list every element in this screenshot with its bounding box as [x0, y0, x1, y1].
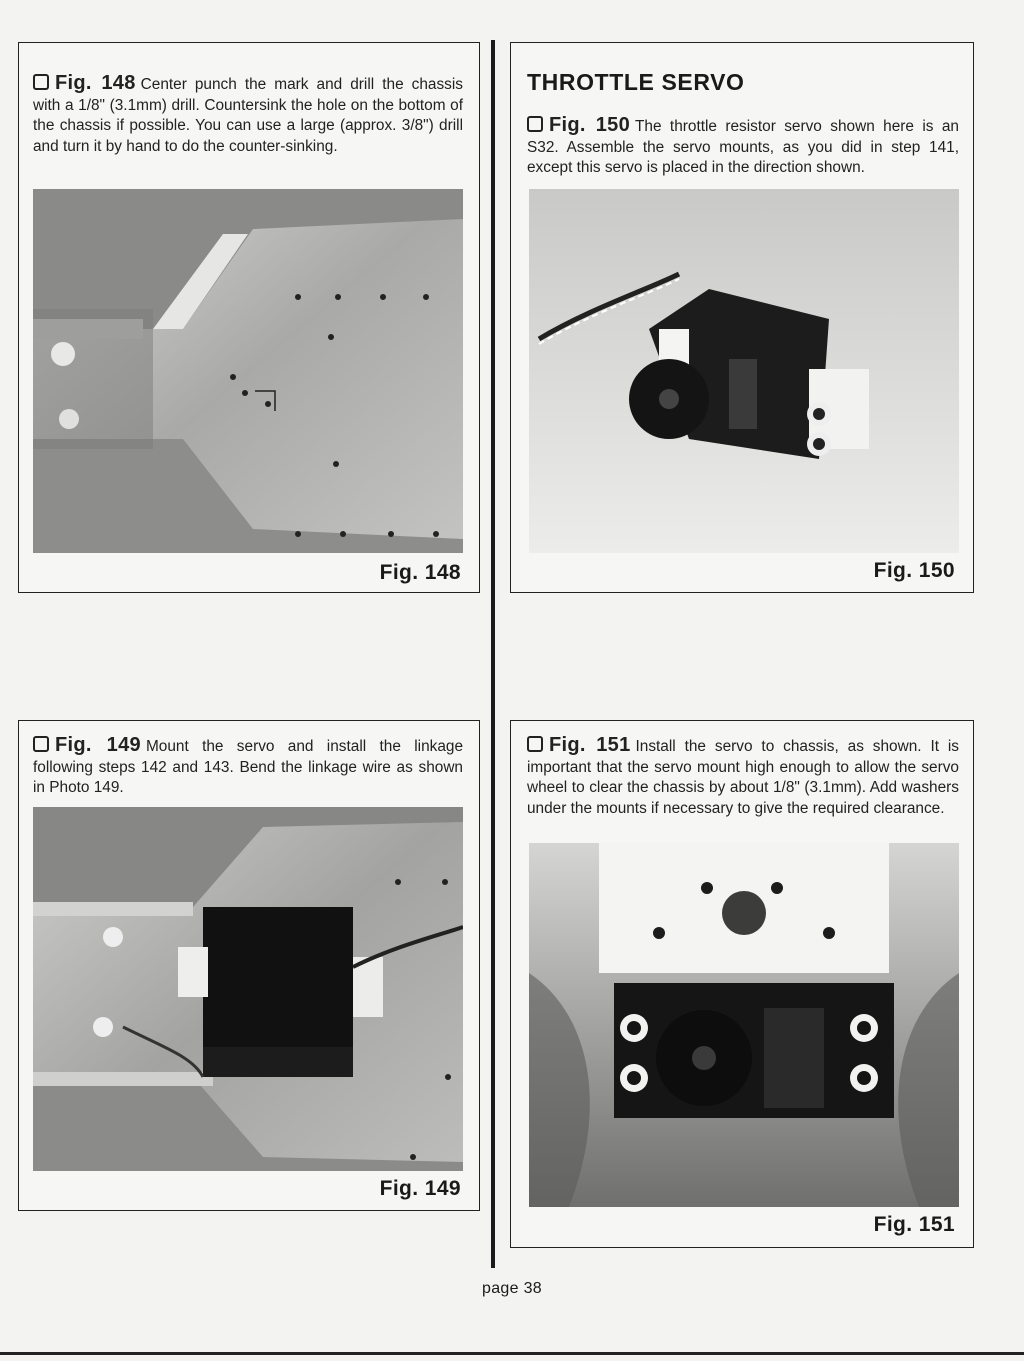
fig-148-photo — [33, 189, 463, 553]
fig-150-panel — [510, 42, 974, 593]
fig-148-caption: Fig. 148 — [379, 561, 461, 584]
fig-148-panel — [18, 42, 480, 593]
fig-150-label: Fig. 150 — [549, 114, 630, 136]
fig-148-label: Fig. 148 — [55, 72, 136, 94]
fig-149-caption: Fig. 149 — [379, 1177, 461, 1200]
fig-151-panel — [510, 720, 974, 1248]
fig-150-photo — [529, 189, 959, 553]
fig-150-instruction — [527, 115, 959, 179]
fig-151-instruction — [527, 735, 959, 819]
bottom-rule — [0, 1352, 1024, 1355]
checkbox-icon[interactable] — [33, 736, 49, 752]
fig-151-photo — [529, 843, 959, 1207]
fig-149-instruction — [33, 735, 463, 799]
section-title: THROTTLE SERVO — [527, 69, 745, 95]
checkbox-icon[interactable] — [527, 736, 543, 752]
fig-149-text: Mount the servo and install the linkage following steps 142 and 143. Bend the linkage wire as shown in Photo 149. — [33, 738, 464, 796]
checkbox-icon[interactable] — [527, 116, 543, 132]
fig-149-photo — [33, 807, 463, 1171]
page-number: page 38 — [482, 1280, 542, 1297]
fig-150-caption: Fig. 150 — [873, 559, 955, 582]
fig-149-label: Fig. 149 — [55, 734, 141, 756]
fig-151-caption: Fig. 151 — [873, 1213, 955, 1236]
fig-149-panel — [18, 720, 480, 1211]
checkbox-icon[interactable] — [33, 74, 49, 90]
column-divider — [491, 40, 495, 1268]
fig-151-text: Install the servo to chassis, as shown. It is important that the servo mount high enough to allow the servo wheel to clear the chassis by about 1/8" (3.1mm). Add washers under the mounts if necessary to give the required clearance. — [527, 738, 960, 817]
fig-151-label: Fig. 151 — [549, 734, 631, 756]
fig-148-instruction — [33, 73, 463, 157]
fig-150-text: The throttle resistor servo shown here is an S32. Assemble the servo mounts, as you did in step 141, except this servo is placed in the direction shown. — [527, 118, 959, 176]
fig-148-text: Center punch the mark and drill the chassis with a 1/8" (3.1mm) drill. Countersink the hole on the bottom of the chassis if possible. You can use a large (approx. 3/8") drill and turn it by hand to do the counter-sinking. — [33, 76, 463, 155]
